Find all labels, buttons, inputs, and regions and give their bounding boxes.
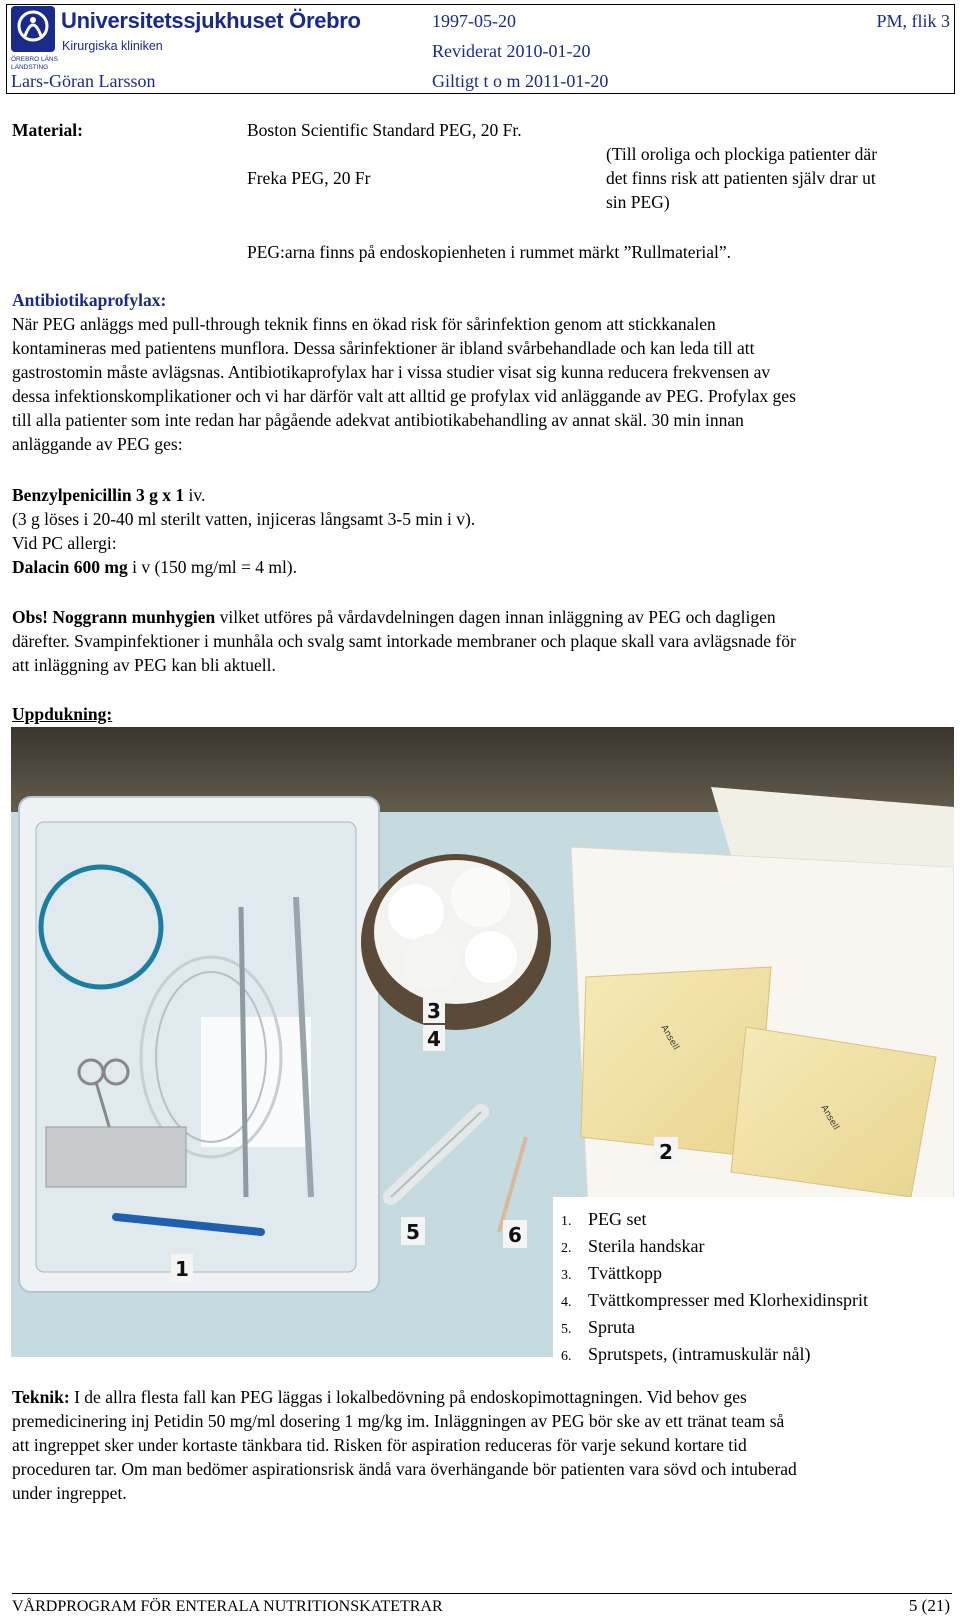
drug-penicillin-note: (3 g löses i 20-40 ml sterilt vatten, injiceras långsamt 3-5 min i v). <box>12 509 476 529</box>
photo-number-4: 4 <box>427 1027 441 1051</box>
photo-number-6: 6 <box>508 1223 522 1247</box>
legend-label: Spruta <box>588 1317 635 1337</box>
organization-name: Universitetssjukhuset Örebro <box>61 8 361 33</box>
footer-program: VÅRDPROGRAM FÖR ENTERALA NUTRITIONSKATETRAR <box>12 1598 443 1615</box>
legend-number: 5. <box>561 1322 572 1337</box>
footer-page-number: 5 (21) <box>908 1596 950 1615</box>
author-name: Lars-Göran Larsson <box>11 71 156 91</box>
revision-date: Reviderat 2010-01-20 <box>432 41 591 61</box>
text-line: anläggande av PEG ges: <box>12 434 183 454</box>
legend-item <box>561 1207 868 1234</box>
antibiotics-heading: Antibiotikaprofylax: <box>12 290 167 310</box>
material-note <box>606 142 877 214</box>
legend-label: Tvättkompresser med Klorhexidinsprit <box>588 1290 868 1310</box>
page-tab: PM, flik 3 <box>876 11 950 31</box>
glove-print: Ansell <box>818 1103 841 1132</box>
drug-route: iv. <box>184 485 206 505</box>
material-note-line: det finns risk att patienten själv drar ut <box>606 168 876 188</box>
legend-label: PEG set <box>588 1209 647 1229</box>
technique-heading: Teknik: <box>12 1387 70 1407</box>
text-line: När PEG anläggs med pull-through teknik finns en ökad risk för sårinfektion genom att stickkanalen <box>12 314 716 334</box>
material-note-line: sin PEG) <box>606 192 670 212</box>
drug-name: Dalacin 600 mg <box>12 557 128 577</box>
technique-text <box>12 1409 952 1505</box>
valid-until: Giltigt t o m 2011-01-20 <box>432 71 609 91</box>
text-line: gastrostomin måste avlägsnas. Antibiotikaprofylax har i vissa studier visat sig kunna reducera frekvensen av <box>12 362 771 382</box>
technique-line <box>12 1385 952 1409</box>
photo-number-2: 2 <box>659 1140 673 1164</box>
legend-item <box>561 1234 868 1261</box>
legend-label: Sprutspets, (intramuskulär nål) <box>588 1344 811 1364</box>
material-note-line: (Till oroliga och plockiga patienter där <box>606 144 878 164</box>
glove-print: Ansell <box>658 1023 681 1052</box>
hygiene-emphasis: Noggrann munhygien <box>47 607 216 627</box>
text-line: under ingreppet. <box>12 1483 127 1503</box>
text-line: premedicinering inj Petidin 50 mg/ml dosering 1 mg/kg im. Inläggningen av PEG bör ske av ett tränat team så <box>12 1411 785 1431</box>
drug-dose: i v (150 mg/ml = 4 ml). <box>127 557 298 577</box>
text-line: dessa infektionskomplikationer och vi har därför valt att alltid ge profylax vid anläggande av PEG. Profylax ges <box>12 386 796 406</box>
photo-number-3: 3 <box>427 999 441 1023</box>
material-location: PEG:arna finns på endoskopienheten i rummet märkt ”Rullmaterial”. <box>247 242 732 262</box>
legend-label: Tvättkopp <box>588 1263 662 1283</box>
drug-name: Benzylpenicillin 3 g x 1 <box>12 485 185 505</box>
county-name: ÖREBRO LÄNS LANDSTING <box>11 56 58 71</box>
allergy-label: Vid PC allergi: <box>12 533 117 553</box>
legend-number: 1. <box>561 1214 572 1229</box>
department-name: Kirurgiska kliniken <box>62 39 163 53</box>
text-line: proceduren tar. Om man bedömer aspirationsrisk ändå vara överhängande bör patienten vara sövd och intuberad <box>12 1459 797 1479</box>
material-heading: Material: <box>12 120 83 140</box>
text-span: vilket utföres på vårdavdelningen dagen innan inläggning av PEG och dagligen <box>215 607 776 627</box>
legend-number: 4. <box>561 1295 572 1310</box>
drug-dalacin <box>12 555 952 579</box>
text-line: kontamineras med patientens munflora. Dessa sårinfektioner är ibland svårbehandlade och kan leda till att <box>12 338 755 358</box>
legend-number: 2. <box>561 1241 572 1256</box>
document-date: 1997-05-20 <box>432 11 516 31</box>
document-header <box>6 4 955 94</box>
antibiotics-text <box>12 312 952 456</box>
legend-item <box>561 1315 868 1342</box>
obs-label: Obs! <box>12 607 48 627</box>
legend-item <box>561 1288 868 1315</box>
legend-number: 6. <box>561 1349 572 1364</box>
material-item-freka: Freka PEG, 20 Fr <box>247 168 371 188</box>
hygiene-line: att inläggning av PEG kan bli aktuell. <box>12 655 276 675</box>
material-item-boston: Boston Scientific Standard PEG, 20 Fr. <box>247 120 522 140</box>
photo-number-5: 5 <box>406 1220 420 1244</box>
setup-legend <box>561 1207 868 1369</box>
footer-divider <box>12 1593 952 1594</box>
hygiene-line: därefter. Svampinfektioner i munhåla och svalg samt intorkade membraner och plaque skall vara avlägsnade för <box>12 631 796 651</box>
legend-item <box>561 1261 868 1288</box>
drug-penicillin <box>12 483 952 507</box>
setup-heading: Uppdukning: <box>12 704 113 724</box>
photo-number-1: 1 <box>175 1257 189 1281</box>
legend-label: Sterila handskar <box>588 1236 705 1256</box>
text-line: att ingreppet sker under kortaste tänkbara tid. Risken för aspiration reduceras för varje sekund kortare tid <box>12 1435 747 1455</box>
hygiene-line <box>12 605 952 629</box>
legend-number: 3. <box>561 1268 572 1283</box>
legend-item <box>561 1342 868 1369</box>
text-line: till alla patienter som inte redan har pågående adekvat antibiotikabehandling av annat skäl. 30 min innan <box>12 410 744 430</box>
text-span: I de allra flesta fall kan PEG läggas i lokalbedövning på endoskopimottagningen. Vid behov ges <box>69 1387 747 1407</box>
